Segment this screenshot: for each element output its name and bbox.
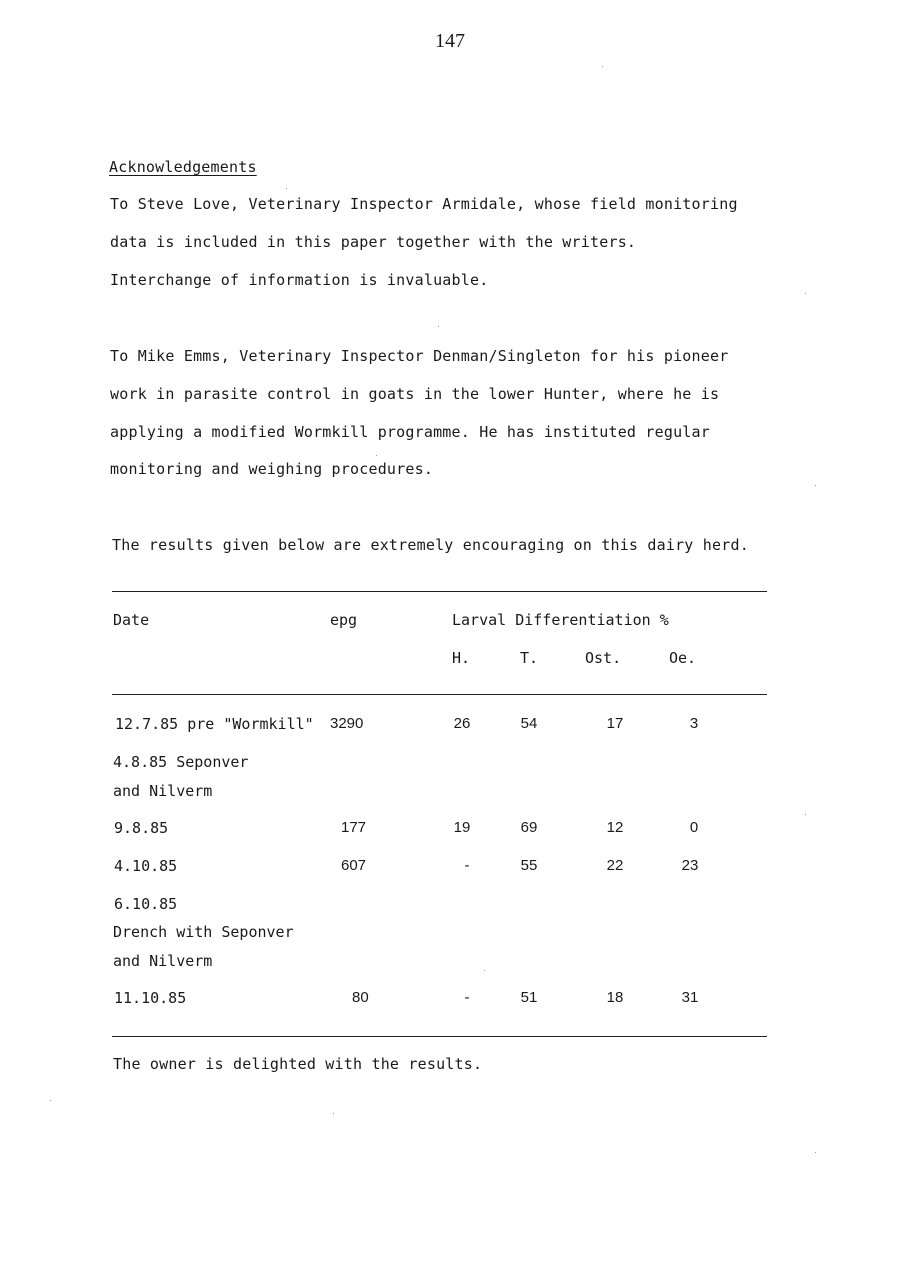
page-number: 147	[435, 30, 465, 52]
table-bottom-rule	[112, 1036, 767, 1037]
scan-speck	[815, 485, 816, 486]
scan-speck	[376, 455, 377, 456]
para1-line1: To Steve Love, Veterinary Inspector Armidale, whose field monitoring	[110, 195, 738, 213]
para2-line2: work in parasite control in goats in the lower Hunter, where he is	[110, 385, 720, 403]
row-date: 12.7.85 pre "Wormkill"	[115, 715, 314, 733]
row-date-line2: and Nilverm	[113, 782, 213, 800]
scan-speck	[333, 1113, 334, 1114]
row-h: -	[464, 857, 470, 874]
row-t: 51	[520, 989, 538, 1006]
row-t: 55	[520, 857, 538, 874]
para2-line4: monitoring and weighing procedures.	[110, 460, 434, 478]
row-date: 4.8.85 Seponver	[113, 753, 249, 771]
para2-line1: To Mike Emms, Veterinary Inspector Denman/Singleton for his pioneer	[110, 347, 729, 365]
scan-speck	[50, 1100, 51, 1101]
row-epg: 80	[352, 989, 369, 1006]
scan-speck	[602, 66, 603, 67]
header-epg: epg	[330, 611, 358, 629]
row-date: 9.8.85	[114, 819, 169, 837]
scan-speck	[805, 293, 806, 294]
row-ost: 18	[606, 989, 624, 1006]
para2-line3: applying a modified Wormkill programme. He has instituted regular	[110, 423, 710, 441]
row-oe: 3	[689, 715, 699, 732]
scan-speck	[484, 970, 485, 971]
row-oe: 0	[689, 819, 699, 836]
row-date: 6.10.85	[114, 895, 178, 913]
row-oe: 23	[681, 857, 699, 874]
header-larval-differentiation: Larval Differentiation %	[452, 611, 669, 629]
row-h: 26	[453, 715, 471, 732]
scan-speck	[815, 1152, 816, 1153]
row-date-line2: Drench with Seponver	[113, 923, 294, 941]
row-ost: 17	[606, 715, 624, 732]
scan-speck	[805, 814, 806, 815]
row-h: -	[464, 989, 470, 1006]
header-date: Date	[113, 611, 150, 629]
row-date: 11.10.85	[114, 989, 187, 1007]
table-top-rule	[112, 591, 767, 592]
closing-line: The owner is delighted with the results.	[113, 1055, 483, 1073]
scan-speck	[286, 188, 287, 189]
para1-line3: Interchange of information is invaluable.	[110, 271, 489, 289]
row-t: 69	[520, 819, 538, 836]
para1-line2: data is included in this paper together with the writers.	[110, 233, 637, 251]
row-oe: 31	[681, 989, 699, 1006]
row-h: 19	[453, 819, 471, 836]
row-epg: 3290	[330, 715, 364, 732]
section-heading: Acknowledgements	[109, 158, 257, 176]
header-ost: Ost.	[585, 649, 622, 667]
row-t: 54	[520, 715, 538, 732]
results-intro: The results given below are extremely encouraging on this dairy herd.	[112, 536, 749, 554]
header-h: H.	[452, 649, 471, 667]
row-ost: 22	[606, 857, 624, 874]
scan-speck	[438, 326, 439, 327]
table-header-rule	[112, 694, 767, 695]
row-ost: 12	[606, 819, 624, 836]
row-date: 4.10.85	[114, 857, 178, 875]
header-t: T.	[520, 649, 539, 667]
row-epg: 177	[341, 819, 367, 836]
row-date-line3: and Nilverm	[113, 952, 213, 970]
header-oe: Oe.	[669, 649, 697, 667]
row-epg: 607	[341, 857, 367, 874]
